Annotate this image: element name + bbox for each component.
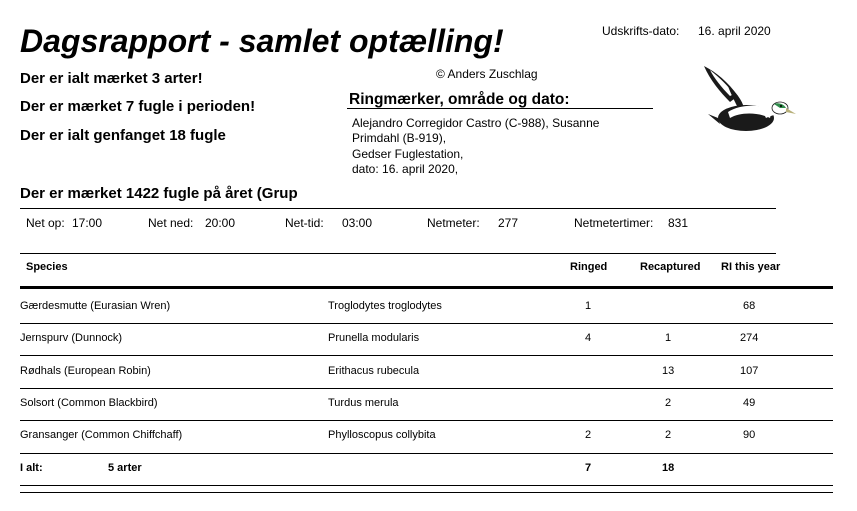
net-tid-label: Net-tid: — [285, 216, 324, 230]
total-rule-2 — [20, 492, 833, 493]
summary-species-count: Der er ialt mærket 3 arter! — [20, 70, 203, 87]
table-row-3-ri: 107 — [740, 365, 759, 377]
ringer-line-2: Primdahl (B-919), — [352, 131, 447, 145]
ringer-heading-underline — [347, 108, 653, 109]
row-divider-3 — [20, 388, 833, 389]
row-divider-5 — [20, 453, 833, 454]
ringer-line-3: Gedser Fuglestation, — [352, 147, 464, 161]
divider-top — [20, 208, 776, 209]
table-row-5-latin: Phylloscopus collybita — [328, 429, 436, 441]
row-divider-2 — [20, 355, 833, 356]
table-row-1-ringed: 1 — [585, 300, 592, 312]
total-rule-1 — [20, 485, 833, 486]
table-row-4-name: Solsort (Common Blackbird) — [20, 397, 158, 409]
table-row-2-latin: Prunella modularis — [328, 332, 420, 344]
table-row-4-recaptured: 2 — [665, 397, 672, 409]
row-divider-4 — [20, 420, 833, 421]
table-row-4-ri: 49 — [743, 397, 756, 409]
total-ringed: 7 — [585, 462, 592, 474]
col-header-ri: RI this year — [721, 261, 781, 273]
header-rule — [20, 286, 833, 289]
total-species-count: 5 arter — [108, 462, 142, 474]
netmetertimer-value: 831 — [668, 216, 689, 230]
table-row-3-recaptured: 13 — [662, 365, 675, 377]
table-row-5-ri: 90 — [743, 429, 756, 441]
net-op-label: Net op: — [26, 216, 65, 230]
ringer-line-1: Alejandro Corregidor Castro (C-988), Susanne — [352, 116, 600, 130]
table-row-1-name: Gærdesmutte (Eurasian Wren) — [20, 300, 171, 312]
table-row-3-latin: Erithacus rubecula — [328, 365, 420, 377]
table-row-3-name: Rødhals (European Robin) — [20, 365, 151, 377]
netmetertimer-label: Netmetertimer: — [574, 216, 654, 230]
divider-net — [20, 253, 776, 254]
year-total: Der er mærket 1422 fugle på året (Grup — [20, 185, 298, 202]
copyright-text: © Anders Zuschlag — [436, 67, 538, 81]
table-row-5-recaptured: 2 — [665, 429, 672, 441]
table-row-1-latin: Troglodytes troglodytes — [328, 300, 442, 312]
net-ned-value: 20:00 — [205, 216, 236, 230]
print-date-value: 16. april 2020 — [698, 24, 771, 38]
print-date-label: Udskrifts-dato: — [602, 24, 680, 38]
table-row-5-ringed: 2 — [585, 429, 592, 441]
summary-marked-period: Der er mærket 7 fugle i perioden! — [20, 98, 256, 115]
eider-duck-icon — [700, 62, 800, 138]
table-row-4-latin: Turdus merula — [328, 397, 399, 409]
table-row-1-ri: 68 — [743, 300, 756, 312]
ringer-line-4: dato: 16. april 2020, — [352, 162, 459, 176]
total-label: I alt: — [20, 462, 43, 474]
net-op-value: 17:00 — [72, 216, 103, 230]
table-row-5-name: Gransanger (Common Chiffchaff) — [20, 429, 183, 441]
net-ned-label: Net ned: — [148, 216, 194, 230]
summary-recaptured: Der er ialt genfanget 18 fugle — [20, 127, 226, 144]
table-row-2-ringed: 4 — [585, 332, 592, 344]
table-row-2-recaptured: 1 — [665, 332, 672, 344]
row-divider-1 — [20, 323, 833, 324]
total-recaptured: 18 — [662, 462, 675, 474]
col-header-recaptured: Recaptured — [640, 261, 701, 273]
table-row-2-ri: 274 — [740, 332, 759, 344]
col-header-species: Species — [26, 261, 68, 273]
netmeter-label: Netmeter: — [427, 216, 480, 230]
table-row-2-name: Jernspurv (Dunnock) — [20, 332, 123, 344]
col-header-ringed: Ringed — [570, 261, 608, 273]
report-title: Dagsrapport - samlet optælling! — [20, 23, 504, 59]
ringer-heading: Ringmærker, område og dato: — [349, 91, 570, 108]
netmeter-value: 277 — [498, 216, 519, 230]
net-tid-value: 03:00 — [342, 216, 373, 230]
